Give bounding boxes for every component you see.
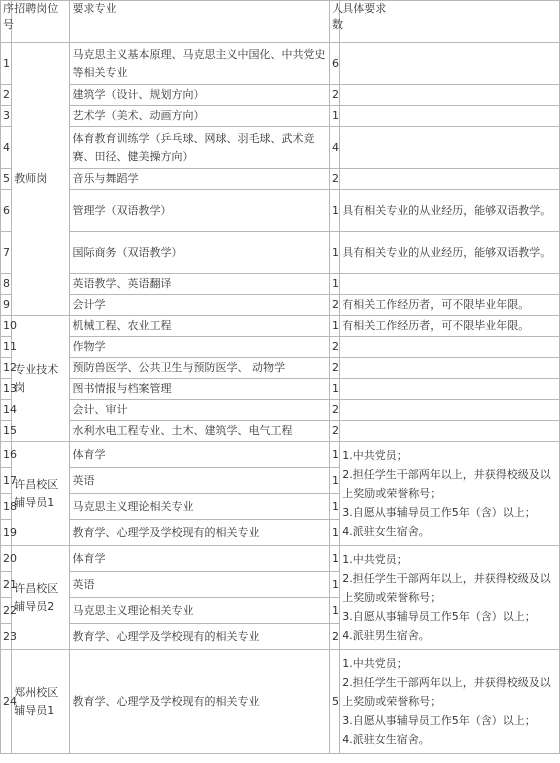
seq-cell: 20 [1,546,12,572]
major-cell: 管理学（双语教学） [70,190,330,232]
count-cell: 5 [330,650,340,754]
requirement-line: 1.中共党员； [342,449,408,462]
seq-cell: 12 [1,358,12,379]
table-row [1,43,560,85]
major-cell: 体育学 [70,546,330,572]
requirement-line: 2.担任学生干部两年以上，并获得校级及以上奖励或荣誉称号； [342,676,551,708]
major-cell: 体育教育训练学（乒乓球、网球、羽毛球、武术竞赛、田径、健美操方向） [70,127,330,169]
seq-cell: 3 [1,106,12,127]
table-row [1,421,560,442]
seq-cell: 21 [1,572,12,598]
seq-cell: 1 [1,43,12,85]
requirement-line: 2.担任学生干部两年以上，并获得校级及以上奖励或荣誉称号； [342,572,551,604]
table-row [1,127,560,169]
seq-cell: 14 [1,400,12,421]
table-row [1,546,560,572]
seq-cell: 15 [1,421,12,442]
seq-cell: 7 [1,232,12,274]
count-cell: 1 [330,572,340,598]
requirement-cell: 具有相关专业的从业经历，能够双语教学。 [340,190,560,232]
position-cell: 教师岗 [12,43,70,316]
major-cell: 马克思主义基本原理、马克思主义中国化、中共党史等相关专业 [70,43,330,85]
seq-cell: 18 [1,494,12,520]
count-cell: 2 [330,85,340,106]
requirement-line: 4.派驻男生宿舍。 [342,629,430,642]
seq-cell: 17 [1,468,12,494]
major-cell: 水利水电工程专业、土木、建筑学、电气工程 [70,421,330,442]
requirement-cell [340,127,560,169]
count-cell: 1 [330,274,340,295]
seq-cell: 22 [1,598,12,624]
count-cell: 2 [330,624,340,650]
count-cell: 1 [330,190,340,232]
requirement-cell: 有相关工作经历者，可不限毕业年限。 [340,316,560,337]
requirement-line: 1.中共党员； [342,657,408,670]
table-row [1,169,560,190]
seq-cell: 8 [1,274,12,295]
table-row [1,295,560,316]
major-cell: 马克思主义理论相关专业 [70,598,330,624]
major-cell: 英语教学、英语翻译 [70,274,330,295]
major-cell: 机械工程、农业工程 [70,316,330,337]
header-requirements: 具体要求 [340,1,560,43]
major-cell: 艺术学（美术、动画方向） [70,106,330,127]
count-cell: 1 [330,598,340,624]
major-cell: 马克思主义理论相关专业 [70,494,330,520]
major-cell: 体育学 [70,442,330,468]
table-row [1,85,560,106]
seq-cell: 10 [1,316,12,337]
table-row [1,316,560,337]
count-cell: 1 [330,316,340,337]
major-cell: 图书情报与档案管理 [70,379,330,400]
major-cell: 英语 [70,468,330,494]
major-cell: 会计学 [70,295,330,316]
table-row [1,358,560,379]
seq-cell: 5 [1,169,12,190]
major-cell: 教育学、心理学及学校现有的相关专业 [70,624,330,650]
requirement-line: 3.自愿从事辅导员工作5年（含）以上； [342,506,536,519]
major-cell: 作物学 [70,337,330,358]
count-cell: 2 [330,295,340,316]
header-seq: 序号 [1,1,12,43]
header-major: 要求专业 [70,1,330,43]
major-cell: 教育学、心理学及学校现有的相关专业 [70,520,330,546]
seq-cell: 23 [1,624,12,650]
requirement-cell [340,358,560,379]
major-cell: 教育学、心理学及学校现有的相关专业 [70,650,330,754]
requirement-line: 4.派驻女生宿舍。 [342,525,430,538]
seq-cell: 2 [1,85,12,106]
header-position: 招聘岗位 [12,1,70,43]
major-cell: 建筑学（设计、规划方向） [70,85,330,106]
major-cell: 英语 [70,572,330,598]
header-count: 人数 [330,1,340,43]
requirement-cell: 具有相关专业的从业经历，能够双语教学。 [340,232,560,274]
position-cell: 郑州校区辅导员1 [12,650,70,754]
major-cell: 音乐与舞蹈学 [70,169,330,190]
table-row [1,379,560,400]
requirement-cell [340,400,560,421]
count-cell: 1 [330,379,340,400]
position-cell: 许昌校区辅导员2 [12,546,70,650]
requirement-cell [340,106,560,127]
major-cell: 国际商务（双语教学） [70,232,330,274]
seq-cell: 4 [1,127,12,169]
seq-cell: 19 [1,520,12,546]
seq-cell: 9 [1,295,12,316]
count-cell: 2 [330,358,340,379]
requirement-line: 3.自愿从事辅导员工作5年（含）以上； [342,714,536,727]
table-row [1,442,560,468]
requirement-line: 4.派驻女生宿舍。 [342,733,430,746]
count-cell: 4 [330,127,340,169]
table-row [1,274,560,295]
requirement-line: 2.担任学生干部两年以上，并获得校级及以上奖励或荣誉称号； [342,468,551,500]
counselor-requirements [340,650,560,754]
requirement-cell [340,169,560,190]
requirement-cell [340,43,560,85]
table-row [1,650,560,754]
major-cell: 会计、审计 [70,400,330,421]
count-cell: 1 [330,520,340,546]
counselor-requirements [340,546,560,650]
count-cell: 1 [330,468,340,494]
table-row [1,400,560,421]
requirement-line: 1.中共党员； [342,553,408,566]
seq-cell: 11 [1,337,12,358]
requirement-cell [340,379,560,400]
count-cell: 6 [330,43,340,85]
count-cell: 1 [330,442,340,468]
seq-cell: 13 [1,379,12,400]
count-cell: 2 [330,400,340,421]
count-cell: 1 [330,106,340,127]
table-row [1,106,560,127]
table-row [1,190,560,232]
table-row [1,337,560,358]
count-cell: 1 [330,232,340,274]
count-cell: 2 [330,421,340,442]
seq-cell: 24 [1,650,12,754]
requirement-cell [340,337,560,358]
counselor-requirements [340,442,560,546]
requirement-line: 3.自愿从事辅导员工作5年（含）以上； [342,610,536,623]
count-cell: 2 [330,169,340,190]
count-cell: 1 [330,494,340,520]
count-cell: 2 [330,337,340,358]
requirement-cell [340,85,560,106]
requirement-cell [340,274,560,295]
seq-cell: 16 [1,442,12,468]
count-cell: 1 [330,546,340,572]
requirement-cell [340,421,560,442]
table-row [1,232,560,274]
major-cell: 预防兽医学、公共卫生与预防医学、 动物学 [70,358,330,379]
seq-cell: 6 [1,190,12,232]
table-header-row [1,1,560,43]
position-cell: 许昌校区辅导员1 [12,442,70,546]
position-cell: 专业技术岗 [12,316,70,442]
requirement-cell: 有相关工作经历者，可不限毕业年限。 [340,295,560,316]
